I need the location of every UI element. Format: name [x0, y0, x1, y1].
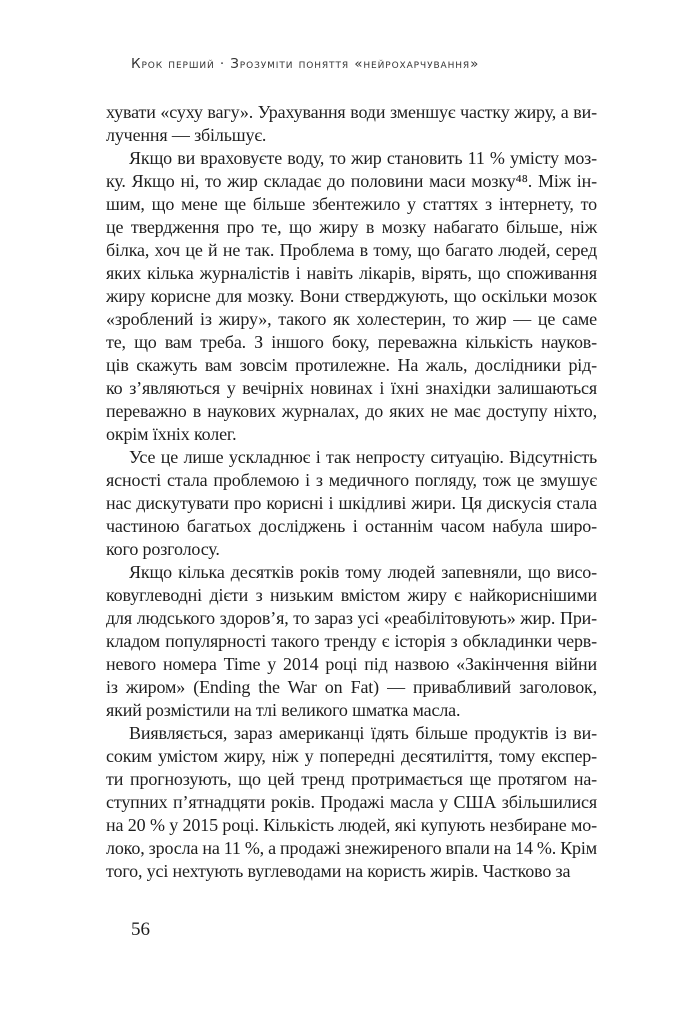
text-line: лучення — збільшує.: [106, 125, 267, 145]
text-line: соким умістом жиру, ніж у попередні десятиліття, тому експер-: [106, 746, 597, 766]
paragraph: [106, 446, 597, 561]
text-line: для людського здоров’я, то зараз усі «реабілітовують» жир. При-: [106, 608, 597, 628]
text-line: ясності стала проблемою і з медичного погляду, тож це змушує: [106, 470, 597, 490]
text-line: жиру корисне для мозку. Вони стверджують, що оскільки мозок: [106, 286, 597, 306]
text-line: невого номера Time у 2014 році під назвою «Закінчення війни: [106, 654, 597, 674]
text-line: Виявляється, зараз американці їдять більше продуктів із ви-: [129, 723, 597, 743]
text-line: «зроблений із жиру», такого як холестерин, то жир — це саме: [106, 309, 597, 329]
text-line: кладом популярності такого тренду є історія з обкладинки черв-: [106, 631, 597, 651]
text-line: кого розголосу.: [106, 539, 220, 559]
paragraph: [106, 722, 597, 883]
text-line: те, що вам треба. З іншого боку, переважна кількість науков-: [106, 332, 597, 352]
running-header: Крок перший · Зрозуміти поняття «нейрохарчування»: [131, 56, 480, 72]
text-line: ступних п’ятнадцяти років. Продажі масла у США збільшилися: [106, 792, 597, 812]
text-line: окрім їхніх колег.: [106, 424, 237, 444]
text-line: яких кілька журналістів і навіть лікарів, вірять, що споживання: [106, 263, 597, 283]
page-number: 56: [131, 919, 150, 940]
text-line: Якщо ви враховуєте воду, то жир становить 11 % умісту моз-: [129, 148, 597, 168]
text-line: ців скажуть вам зовсім протилежне. На жаль, дослідники рід-: [106, 355, 597, 375]
text-line: нас дискутувати про корисні і шкідливі жири. Ця дискусія стала: [106, 493, 597, 513]
text-line: шим, що мене ще більше збентежило у статтях з інтернету, то: [106, 194, 597, 214]
text-line: ковуглеводні дієти з низьким вмістом жиру є найкориснішими: [106, 585, 597, 605]
text-line: локо, зросла на 11 %, а продажі знежиреного впали на 14 %. Крім: [106, 838, 597, 858]
text-line: переважно в наукових журналах, до яких не має доступу ніхто,: [106, 401, 597, 421]
text-line: це твердження про те, що жиру в мозку набагато більше, ніж: [106, 217, 597, 237]
text-line: який розмістили на тлі великого шматка масла.: [106, 700, 461, 720]
text-line: ти прогнозують, що цей тренд протримається ще протягом на-: [106, 769, 597, 789]
paragraph: [106, 101, 597, 147]
paragraph: [106, 561, 597, 722]
text-line: на 20 % у 2015 році. Кількість людей, які купують незбиране мо-: [106, 815, 597, 835]
text-line: частиною багатьох досліджень і останнім часом набула широ-: [106, 516, 597, 536]
text-line: Якщо кілька десятків років тому людей запевняли, що висо-: [129, 562, 597, 582]
text-line: хувати «суху вагу». Урахування води зменшує частку жиру, а ви-: [106, 102, 597, 122]
text-line: того, усі нехтують вуглеводами на користь жирів. Частково за: [106, 861, 571, 881]
text-line: ко з’являються у вечірніх новинах і їхні знахідки залишаються: [106, 378, 597, 398]
text-line: Усе це лише ускладнює і так непросту ситуацію. Відсутність: [129, 447, 597, 467]
text-line: із жиром» (Ending the War on Fat) — привабливий заголовок,: [106, 677, 597, 697]
text-line: білка, хоч це й не так. Проблема в тому, що багато людей, серед: [106, 240, 597, 260]
text-line: ку. Якщо ні, то жир складає до половини маси мозку⁴⁸. Між ін-: [106, 171, 597, 191]
paragraph: [106, 147, 597, 446]
body-text: [106, 101, 597, 883]
